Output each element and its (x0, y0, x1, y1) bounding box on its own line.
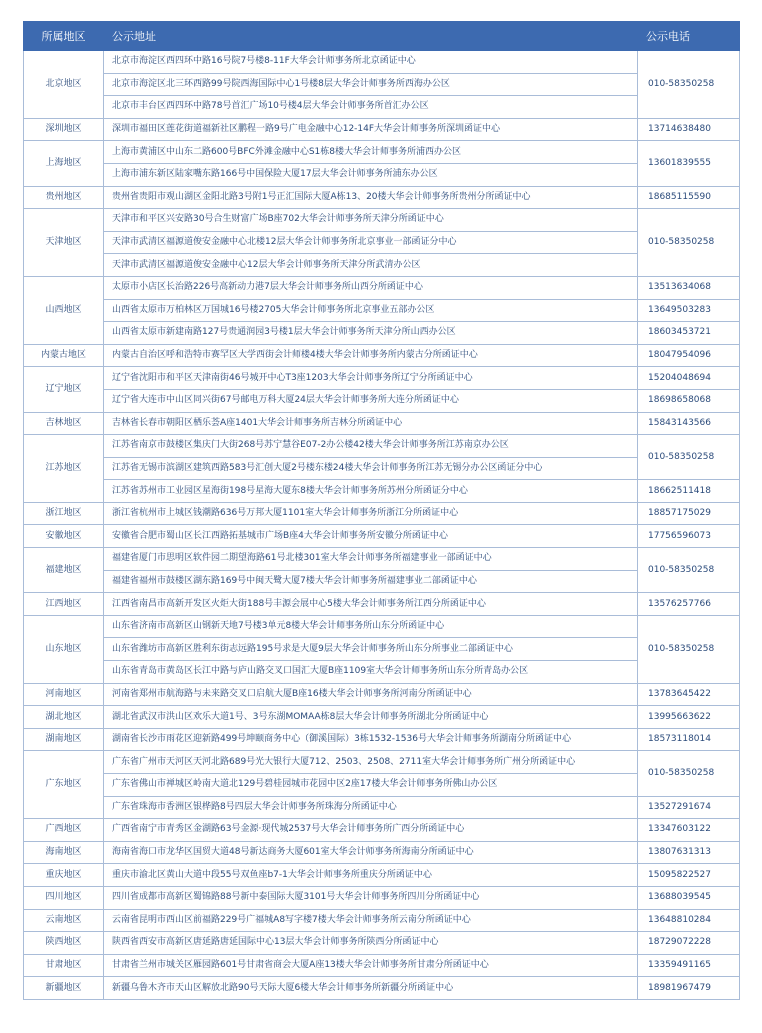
region-cell: 贵州地区 (24, 186, 104, 209)
address-cell: 山东省青岛市黄岛区长江中路与庐山路交叉口国汇大厦B座1109室大华会计师事务所山东分所青岛办公区 (104, 661, 638, 684)
table-row (24, 638, 740, 661)
table-row (24, 977, 740, 1000)
address-cell: 山东省济南市高新区山钢新天地7号楼3单元8楼大华会计师事务所山东分所函证中心 (104, 615, 638, 638)
region-cell: 湖北地区 (24, 706, 104, 729)
address-cell: 上海市浦东新区陆家嘴东路166号中国保险大厦17层大华会计师事务所浦东办公区 (104, 163, 638, 186)
table-row (24, 841, 740, 864)
table-row (24, 118, 740, 141)
phone-cell: 13576257766 (638, 593, 740, 616)
table-row (24, 209, 740, 232)
address-cell: 山西省太原市新建南路127号贵通润园3号楼1层大华会计师事务所天津分所山西办公区 (104, 322, 638, 345)
table-row (24, 276, 740, 299)
address-cell: 山西省太原市万柏林区万国城16号楼2705大华会计师事务所北京事业五部办公区 (104, 299, 638, 322)
region-cell: 广西地区 (24, 819, 104, 842)
phone-cell: 13688039545 (638, 886, 740, 909)
table-row (24, 254, 740, 277)
address-cell: 广西省南宁市青秀区金湖路63号金源·现代城2537号大华会计师事务所广西分所函证中心 (104, 819, 638, 842)
table-row (24, 796, 740, 819)
region-cell: 天津地区 (24, 209, 104, 277)
table-row (24, 457, 740, 480)
region-cell: 新疆地区 (24, 977, 104, 1000)
phone-cell: 010-58350258 (638, 209, 740, 277)
address-cell: 深圳市福田区莲花街道福新社区鹏程一路9号广电金融中心12-14F大华会计师事务所深圳函证中心 (104, 118, 638, 141)
table-row (24, 932, 740, 955)
phone-cell: 13347603122 (638, 819, 740, 842)
table-row (24, 954, 740, 977)
address-cell: 北京市海淀区北三环西路99号院西海国际中心1号楼8层大华会计师事务所西海办公区 (104, 73, 638, 96)
phone-cell: 010-58350258 (638, 51, 740, 119)
phone-cell: 18685115590 (638, 186, 740, 209)
region-cell: 甘肃地区 (24, 954, 104, 977)
region-cell: 北京地区 (24, 51, 104, 119)
region-cell: 吉林地区 (24, 412, 104, 435)
phone-cell: 18573118014 (638, 728, 740, 751)
region-cell: 辽宁地区 (24, 367, 104, 412)
address-cell: 湖南省长沙市雨花区迎新路499号坤颐商务中心（御溪国际）3栋1532-1536号大华会计师事务所湖南分所函证中心 (104, 728, 638, 751)
address-cell: 福建省福州市鼓楼区湖东路169号中闽天鹭大厦7楼大华会计师事务所福建事业二部函证中心 (104, 570, 638, 593)
table-row (24, 502, 740, 525)
address-cell: 北京市海淀区西四环中路16号院7号楼8-11F大华会计师事务所北京函证中心 (104, 51, 638, 74)
address-cell: 广东省佛山市禅城区岭南大道北129号碧桂园城市花园中区2座17楼大华会计师事务所佛山办公区 (104, 774, 638, 797)
phone-cell: 15204048694 (638, 367, 740, 390)
table-row (24, 96, 740, 119)
header-row (24, 22, 740, 51)
table-row (24, 706, 740, 729)
table-row (24, 661, 740, 684)
header-address: 公示地址 (104, 22, 638, 51)
table-row (24, 728, 740, 751)
table-body (24, 51, 740, 1000)
phone-cell: 18729072228 (638, 932, 740, 955)
address-cell: 浙江省杭州市上城区钱潮路636号万邦大厦1101室大华会计师事务所浙江分所函证中心 (104, 502, 638, 525)
address-cell: 重庆市渝北区黄山大道中段55号双鱼座b7-1大华会计师事务所重庆分所函证中心 (104, 864, 638, 887)
table-row (24, 480, 740, 503)
table-row (24, 819, 740, 842)
address-cell: 陕西省西安市高新区唐延路唐延国际中心13层大华会计师事务所陕西分所函证中心 (104, 932, 638, 955)
table-row (24, 909, 740, 932)
phone-cell: 18603453721 (638, 322, 740, 345)
phone-cell: 18047954096 (638, 344, 740, 367)
table-row (24, 751, 740, 774)
address-cell: 四川省成都市高新区蜀锦路88号新中泰国际大厦3101号大华会计师事务所四川分所函证中心 (104, 886, 638, 909)
address-cell: 广东省广州市天河区天河北路689号光大银行大厦712、2503、2508、2711室大华会计师事务所广州分所函证中心 (104, 751, 638, 774)
phone-cell: 13783645422 (638, 683, 740, 706)
phone-cell: 13648810284 (638, 909, 740, 932)
address-cell: 天津市武清区福源道俊安金融中心12层大华会计师事务所天津分所武清办公区 (104, 254, 638, 277)
address-cell: 天津市武清区福源道俊安金融中心北楼12层大华会计师事务所北京事业一部函证分中心 (104, 231, 638, 254)
address-cell: 云南省昆明市西山区前福路229号广福城A8写字楼7楼大华会计师事务所云南分所函证中心 (104, 909, 638, 932)
address-cell: 湖北省武汉市洪山区欢乐大道1号、3号东湖MOMAA栋8层大华会计师事务所湖北分所函证中心 (104, 706, 638, 729)
table-row (24, 367, 740, 390)
table-row (24, 51, 740, 74)
table-row (24, 435, 740, 458)
address-cell: 福建省厦门市思明区软件园二期望海路61号北楼301室大华会计师事务所福建事业一部函证中心 (104, 548, 638, 571)
region-cell: 深圳地区 (24, 118, 104, 141)
address-cell: 广东省珠海市香洲区银桦路8号四层大华会计师事务所珠海分所函证中心 (104, 796, 638, 819)
address-cell: 江苏省苏州市工业园区星海街198号星海大厦东8楼大华会计师事务所苏州分所函证分中心 (104, 480, 638, 503)
address-cell: 河南省郑州市航海路与未来路交叉口启航大厦B座16楼大华会计师事务所河南分所函证中心 (104, 683, 638, 706)
phone-cell: 15843143566 (638, 412, 740, 435)
address-cell: 内蒙古自治区呼和浩特市赛罕区大学西街会计师楼4楼大华会计师事务所内蒙古分所函证中心 (104, 344, 638, 367)
region-cell: 山西地区 (24, 276, 104, 344)
region-cell: 陕西地区 (24, 932, 104, 955)
table-row (24, 412, 740, 435)
phone-cell: 18698658068 (638, 389, 740, 412)
region-cell: 江西地区 (24, 593, 104, 616)
table-row (24, 593, 740, 616)
table-row (24, 548, 740, 571)
region-cell: 浙江地区 (24, 502, 104, 525)
phone-cell: 13649503283 (638, 299, 740, 322)
phone-cell: 13714638480 (638, 118, 740, 141)
table-row (24, 344, 740, 367)
region-cell: 重庆地区 (24, 864, 104, 887)
header-phone: 公示电话 (638, 22, 740, 51)
table-row (24, 886, 740, 909)
table-row (24, 774, 740, 797)
table-row (24, 163, 740, 186)
phone-cell: 18981967479 (638, 977, 740, 1000)
address-cell: 上海市黄浦区中山东二路600号BFC外滩金融中心S1栋8楼大华会计师事务所浦西办公区 (104, 141, 638, 164)
phone-cell: 010-58350258 (638, 435, 740, 480)
phone-cell: 18662511418 (638, 480, 740, 503)
address-cell: 太原市小店区长治路226号高新动力港7层大华会计师事务所山西分所函证中心 (104, 276, 638, 299)
address-cell: 安徽省合肥市蜀山区长江西路拓基城市广场B座4大华会计师事务所安徽分所函证中心 (104, 525, 638, 548)
phone-cell: 010-58350258 (638, 751, 740, 796)
phone-cell: 13527291674 (638, 796, 740, 819)
address-table (23, 21, 740, 1000)
address-cell: 贵州省贵阳市观山湖区金阳北路3号附1号正汇国际大厦A栋13、20楼大华会计师事务所贵州分所函证中心 (104, 186, 638, 209)
phone-cell: 17756596073 (638, 525, 740, 548)
phone-cell: 13601839555 (638, 141, 740, 186)
address-cell: 辽宁省大连市中山区同兴街67号邮电万科大厦24层大华会计师事务所大连分所函证中心 (104, 389, 638, 412)
table-row (24, 525, 740, 548)
address-cell: 新疆乌鲁木齐市天山区解放北路90号天际大厦6楼大华会计师事务所新疆分所函证中心 (104, 977, 638, 1000)
region-cell: 广东地区 (24, 751, 104, 819)
table-row (24, 231, 740, 254)
header-region: 所属地区 (24, 22, 104, 51)
region-cell: 河南地区 (24, 683, 104, 706)
table-row (24, 73, 740, 96)
address-cell: 北京市丰台区西四环中路78号首汇广场10号楼4层大华会计师事务所首汇办公区 (104, 96, 638, 119)
phone-cell: 13513634068 (638, 276, 740, 299)
table-row (24, 615, 740, 638)
table-row (24, 683, 740, 706)
address-cell: 山东省潍坊市高新区胜利东街志远路195号求是大厦9层大华会计师事务所山东分所事业二部函证中心 (104, 638, 638, 661)
region-cell: 云南地区 (24, 909, 104, 932)
region-cell: 上海地区 (24, 141, 104, 186)
phone-cell: 010-58350258 (638, 615, 740, 683)
phone-cell: 010-58350258 (638, 548, 740, 593)
phone-cell: 18857175029 (638, 502, 740, 525)
address-cell: 甘肃省兰州市城关区雁园路601号甘肃省商会大厦A座13楼大华会计师事务所甘肃分所函证中心 (104, 954, 638, 977)
phone-cell: 13359491165 (638, 954, 740, 977)
table-row (24, 186, 740, 209)
region-cell: 内蒙古地区 (24, 344, 104, 367)
table-row (24, 322, 740, 345)
address-cell: 吉林省长春市朝阳区栖乐荟A座1401大华会计师事务所吉林分所函证中心 (104, 412, 638, 435)
phone-cell: 13995663622 (638, 706, 740, 729)
address-cell: 辽宁省沈阳市和平区天津南街46号城开中心T3座1203大华会计师事务所辽宁分所函证中心 (104, 367, 638, 390)
table-row (24, 299, 740, 322)
region-cell: 海南地区 (24, 841, 104, 864)
phone-cell: 13807631313 (638, 841, 740, 864)
phone-cell: 15095822527 (638, 864, 740, 887)
table-row (24, 389, 740, 412)
address-cell: 江苏省无锡市滨湖区建筑西路583号汇创大厦2号楼东楼24楼大华会计师事务所江苏无锡分办公区函证分中心 (104, 457, 638, 480)
table-row (24, 864, 740, 887)
address-cell: 江西省南昌市高新开发区火炬大街188号丰源会展中心5楼大华会计师事务所江西分所函证中心 (104, 593, 638, 616)
address-cell: 江苏省南京市鼓楼区集庆门大街268号苏宁慧谷E07-2办公楼42楼大华会计师事务所江苏南京办公区 (104, 435, 638, 458)
address-cell: 天津市和平区兴安路30号合生财富广场B座702大华会计师事务所天津分所函证中心 (104, 209, 638, 232)
region-cell: 四川地区 (24, 886, 104, 909)
region-cell: 山东地区 (24, 615, 104, 683)
region-cell: 安徽地区 (24, 525, 104, 548)
table-row (24, 570, 740, 593)
address-cell: 海南省海口市龙华区国贸大道48号新达商务大厦601室大华会计师事务所海南分所函证中心 (104, 841, 638, 864)
region-cell: 湖南地区 (24, 728, 104, 751)
region-cell: 福建地区 (24, 548, 104, 593)
table-row (24, 141, 740, 164)
region-cell: 江苏地区 (24, 435, 104, 503)
